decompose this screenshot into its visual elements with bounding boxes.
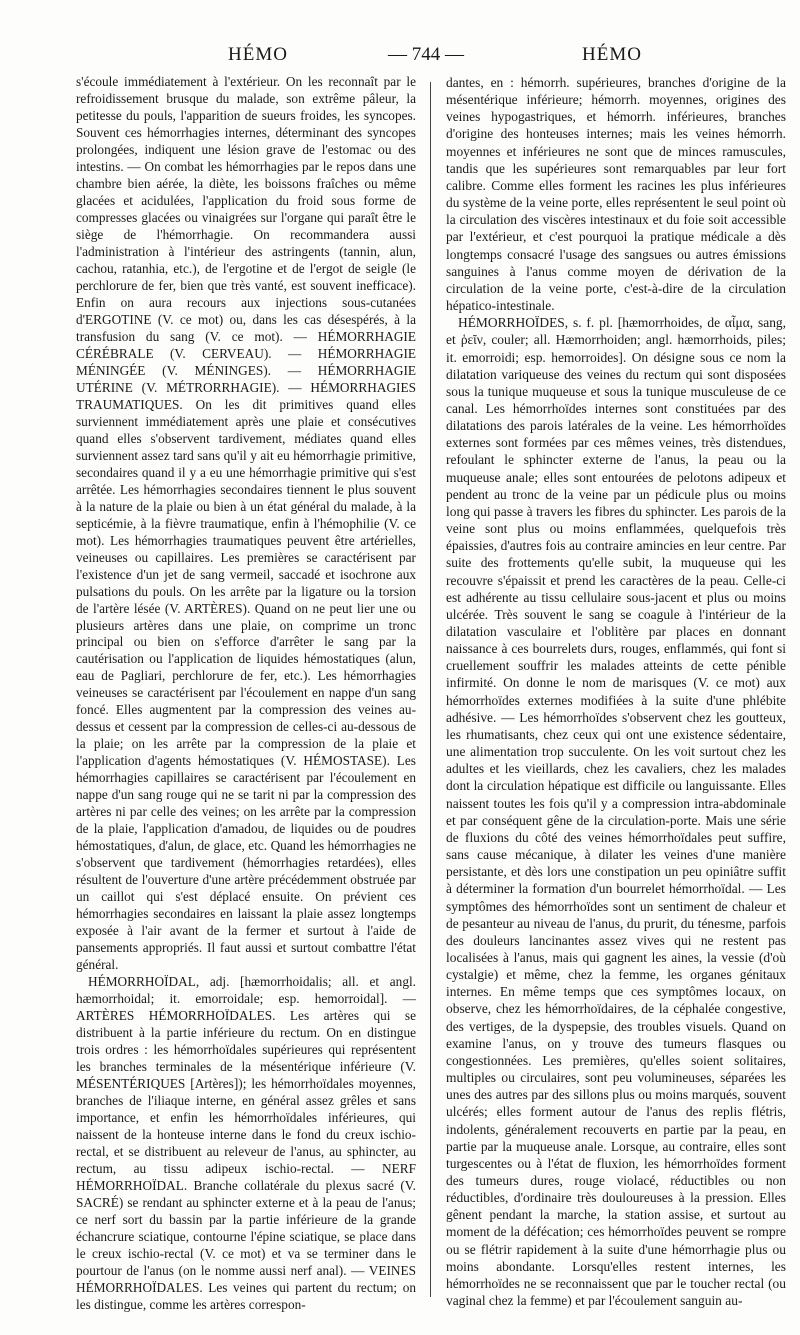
header-right-word: HÉMO [582, 44, 642, 65]
page-number: — 744 — [388, 44, 464, 65]
right-column [446, 74, 786, 1324]
paragraph-veines-continued: dantes, en : hémorrh. supérieures, branches d'origine de la mésentérique inférieure; hémorrh. moyennes, origines des veines hypogastriques, et hémorrh. inférieures, branches d'origine des honteuses internes; mais les veines hémorrh. moyennes et inférieures ne sont que de minces ramuscules, tandis que les supérieures sont remarquables par leur fort calibre. Comme elles forment les racines les plus inférieures du système de la veine porte, elles représentent le seul point où la circulation des viscères intestinaux et du foie soit accessible par l'extérieur, et c'est pourquoi la pratique médicale a dès longtemps consacré l'usage des sangsues ou autres émissions sanguines à l'anus comme moyen de dérivation de la circulation de la veine porte, c'est-à-dire de la circulation hépatico-intestinale. [446, 75, 786, 314]
entry-hemorrhoides: HÉMORRHOÏDES, s. f. pl. [hæmorrhoides, de αἷμα, sang, et ῥεῖν, couler; all. Hæmorrhoiden; angl. hæmorrhoids, piles; it. emorroidi; esp. hemorroides]. On désigne sous ce nom la dilatation variqueuse des veines du rectum qui sont disposées sous la tunique muqueuse et sous la tunique musculeuse de ce canal. Les hémorrhoïdes internes sont constituées par des dilatations des parois latérales de la veine. Les hémorrhoïdes externes sont formées par ces mêmes veines, très distendues, refoulant le sphincter externe de l'anus, la peau ou la muqueuse anale; elles sont entourées de pelotons adipeux et pendent au tronc de la veine par un pédicule plus ou moins long qui passe à travers les fibres du sphincter. Les parois de la veine sont plus ou moins enflammées, quelquefois très épaissies, d'autres fois au contraire amincies en leur centre. Par suite des frottements qu'elle subit, la muqueuse qui les recouvre s'épaissit et prend les caractères de la peau. Celle-ci est adhérente au tissu cellulaire sous-jacent et plus ou moins ulcérée. Très souvent le sang se coagule à l'intérieur de la dilatation vasculaire et l'oblitère par places en donnant naissance à ces bourrelets durs, rouges, enflammés, qui font si cruellement souffrir les malades atteints de cette pénible infirmité. On donne le nom de marisques (V. ce mot) aux hémorrhoïdes externes modifiées à la suite d'une phlébite adhésive. — Les hémorrhoïdes s'observent chez les goutteux, les rhumatisants, chez ceux qui ont une existence sédentaire, une alimentation trop succulente. On les voit surtout chez les adultes et les vieillards, chez les cavaliers, chez les malades dont la circulation hépatique est difficile ou languissante. Elles naissent toutes les fois qu'il y a compression intra-abdominale et par conséquent gêne de la circulation-porte. Mais une série de fluxions du côté des veines hémorrhoïdales peut suffire, sans cause mécanique, à dilater les veines d'une manière persistante, et dès lors une constipation un peu opiniâtre suffit à déterminer la formation d'un bourrelet hémorrhoïdal. — Les symptômes des hémorrhoïdes sont un sentiment de chaleur et de pesanteur au niveau de l'anus, du prurit, du ténesme, parfois des douleurs lancinantes assez vives qui ne restent pas localisées à l'anus, mais qui gagnent les aines, la vessie (d'où cystalgie) et même, chez la femme, les organes génitaux internes. En même temps que ces symptômes locaux, on observe, chez les hémorrhoïdaires, de la céphalée congestive, des vertiges, de la dyspepsie, des troubles visuels. Quand on examine l'anus, on y trouve des tumeurs flasques ou congestionnées. Les premières, qu'elles soient solitaires, multiples ou circulaires, sont peu volumineuses, séparées les unes des autres par des sillons plus ou moins marqués, souvent ulcérés; elles forment autour de l'anus des replis flétris, indolents, généralement recouverts en partie par la peau, en partie par la muqueuse anale. Lorsque, au contraire, elles sont turgescentes ou à l'état de fluxion, les hémorrhoïdes forment des tumeurs dures, rouge violacé, réductibles ou non réductibles, d'ordinaire très douloureuses à la pression. Elles gênent pendant la marche, la station assise, et surtout au moment de la défécation; ces hémorrhoïdes peuvent se rompre ou se flétrir rapidement à la suite d'une hémorrhagie plus ou moins abondante. Lorsqu'elles restent internes, les hémorrhoïdes ne se reconnaissent que par le toucher rectal (ou vaginal chez la femme) et par l'écoulement sanguin au- [446, 315, 786, 1309]
paragraph-hemorrhagies-continued: s'écoule immédiatement à l'extérieur. On les reconnaît par le refroidissement brusque du malade, son extrême pâleur, la petitesse du pouls, l'apparition de sueurs froides, les syncopes. Souvent ces hémorrhagies internes, déterminant des syncopes prolongées, indiquent une lésion grave de l'estomac ou des intestins. — On combat les hémorrhagies par le repos dans une chambre bien aérée, la diète, les boissons fraîches ou même glacées et acidulées, l'application du froid sous forme de compresses glacées ou vinaigrées sur l'organe qui paraît être le siège de l'hémorrhagie. On recommandera aussi l'administration à l'intérieur des astringents (tannin, alun, cachou, ratanhia, etc.), de l'ergotine et de l'ergot de seigle (le perchlorure de fer, bien que très vanté, est souvent inefficace). Enfin on aura recours aux injections sous-cutanées d'ERGOTINE (V. ce mot) ou, dans les cas désespérés, à la transfusion du sang (V. ce mot). — HÉMORRHAGIE CÉRÉBRALE (V. CERVEAU). — HÉMORRHAGIE MÉNINGÉE (V. MÉNINGES). — HÉMORRHAGIE UTÉRINE (V. MÉTRORRHAGIE). — HÉMORRHAGIES TRAUMATIQUES. On les dit primitives quand elles surviennent immédiatement après une plaie et consécutives quand elles s'observent tardivement, médiates quand elles surviennent assez tard sans qu'il y ait eu hémorrhagie primitive, secondaires quand il y a eu une hémorrhagie primitive qui s'est arrêtée. Les hémorrhagies secondaires tiennent le plus souvent à la nature de la plaie ou bien à un état général du malade, à la septicémie, à la fièvre traumatique, enfin à l'hémophilie (V. ce mot). Les hémorrhagies traumatiques peuvent être artérielles, veineuses ou capillaires. Les premières se caractérisent par l'existence d'un jet de sang vermeil, saccadé et isochrone aux pulsations du pouls. On les arrête par la ligature ou la torsion de l'artère lésée (V. ARTÈRES). Quand on ne peut lier une ou plusieurs artères dans une plaie, on comprime un tronc principal ou bien on s'efforce d'arrêter le sang par la cautérisation ou l'application de liquides hémostatiques (alun, eau de Pagliari, perchlorure de fer, etc.). Les hémorrhagies veineuses se caractérisent par l'écoulement en nappe d'un sang foncé. Elles augmentent par la compression des veines au-dessus et cessent par la compression de celles-ci au-dessous de la plaie; on les arrête par la compression de la plaie et l'application d'agents hémostatiques (V. HÉMOSTASE). Les hémorrhagies capillaires se caractérisent par l'écoulement en nappe d'un sang rouge qui ne se tarit ni par la compression des artères ni par celle des veines; on les arrête par la compression de la plaie, l'application d'amadou, de liquides ou de poudres hémostatiques, d'alun, de glace, etc. Quand les hémorrhagies ne s'observent que tardivement (hémorrhagies retardées), elles résultent de l'ouverture d'une artère précédemment obstruée par un caillot qui s'est déplacé ensuite. On prévient ces hémorrhagies secondaires en laissant la plaie assez longtemps exposée à l'air avant de la fermer et surtout à l'aide de pansements appropriés. Il faut aussi et surtout combattre l'état général. [76, 74, 416, 973]
left-column [76, 74, 416, 1324]
text-columns [0, 74, 800, 1324]
entry-hemorrhoidal: HÉMORRHOÏDAL, adj. [hæmorrhoidalis; all. et angl. hæmorrhoidal; it. emorroidale; esp. hemorroidal]. — ARTÈRES HÉMORRHOÏDALES. Les artères qui se distribuent à la partie inférieure du rectum. On en distingue trois ordres : les hémorrhoïdales supérieures qui représentent les branches terminales de la mésentérique inférieure (V. MÉSENTÉRIQUES [Artères]); les hémorrhoïdales moyennes, branches de l'iliaque interne, en général assez grêles et sans importance, et enfin les hémorrhoïdales inférieures, qui naissent de la honteuse interne dans le fond du creux ischio-rectal, et se distribuent au releveur de l'anus, au sphincter, au rectum, au tissu adipeux ischio-rectal. — NERF HÉMORRHOÏDAL. Branche collatérale du plexus sacré (V. SACRÉ) se rendant au sphincter externe et à la peau de l'anus; ce nerf sort du bassin par la partie inférieure de la grande échancrure sciatique, contourne l'épine sciatique, se place dans le creux ischio-rectal (V. ce mot) et va se terminer dans le pourtour de l'anus (on le nomme aussi nerf anal). — VEINES HÉMORRHOÏDALES. Les veines qui partent du rectum; on les distingue, comme les artères correspon- [76, 974, 416, 1312]
page-header [0, 44, 800, 72]
header-left-word: HÉMO [228, 44, 288, 65]
